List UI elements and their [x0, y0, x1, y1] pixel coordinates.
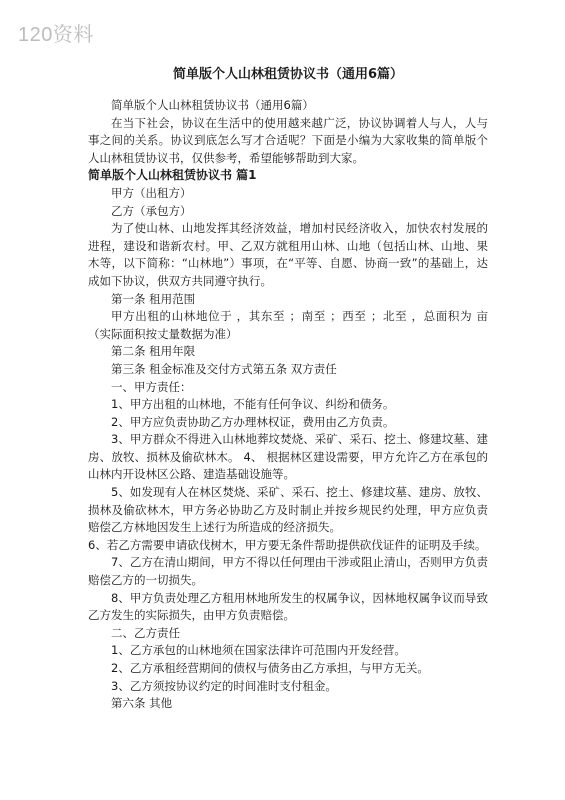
document-title: 简单版个人山林租赁协议书（通用6篇） — [172, 67, 404, 82]
paragraph: 8、甲方负责处理乙方租用林地所发生的权属争议，因林地权属争议而导致乙方发生的实际损失，由甲方负责赔偿。 — [88, 590, 488, 623]
paragraph: 3、甲方群众不得进入山林地葬坟焚烧、采矿、采石、挖土、修建坟墓、建房、放牧、损林及偷砍林木。 4、 根据林区建设需要，甲方允许乙方在承包的山林内开设林区公路、建造基础设施等。 — [88, 432, 488, 482]
paragraph: 甲方出租的山林地位于 ，其东至 ；南至 ；西至 ；北至 ，总面积为 亩（实际面积按丈量数据为准） — [88, 309, 488, 341]
paragraph: 7、乙方在清山期间，甲方不得以任何理由干涉或阻止清山，否则甲方负责赔偿乙方的一切损失。 — [88, 555, 488, 588]
paragraph: 第三条 租金标准及交付方式第五条 双方责任 — [111, 361, 337, 376]
document-page — [88, 66, 488, 713]
paragraph: 一、甲方责任： — [111, 379, 192, 394]
paragraph: 在当下社会，协议在生活中的使用越来越广泛，协议协调着人与人，人与事之间的关系。协议到底怎么写才合适呢？下面是小编为大家收集的简单版个人山林租赁协议书，仅供参考，希望能够帮助到大家。 — [88, 115, 488, 165]
document-body — [88, 97, 488, 713]
paragraph: 二、乙方责任 — [111, 625, 180, 640]
paragraph: 1、甲方出租的山林地，不能有任何争议、纠纷和债务。 — [111, 397, 395, 412]
paragraph: 第一条 租用范围 — [111, 291, 196, 306]
paragraph: 1、乙方承包的山林地须在国家法律许可范围内开发经营。 — [111, 643, 406, 658]
paragraph: 第六条 其他 — [111, 696, 173, 711]
paragraph: 6、若乙方需要申请砍伐树木，甲方要无条件帮助提供砍伐证件的证明及手续。 — [88, 537, 487, 552]
paragraph: 2、甲方应负责协助乙方办理林权证，费用由乙方负责。 — [111, 414, 395, 429]
watermark-logo: 120资料 — [18, 24, 94, 46]
paragraph: 2、乙方承租经营期间的债权与债务由乙方承担，与甲方无关。 — [111, 661, 429, 675]
paragraph: 5、如发现有人在林区焚烧、采矿、采石、挖土、修建坟墓、建房、放牧、损林及偷砍林木，甲方务必协助乙方及时制止并按乡规民约处理，甲方应负责赔偿乙方林地因发生上述行为所造成的经济损失。 — [88, 485, 488, 535]
paragraph: 为了使山林、山地发挥其经济效益，增加村民经济收入，加快农村发展的进程，建设和谐新农村。甲、乙双方就租用山林、山地（包括山林、山地、果木等，以下简称：“山林地”）事项，在“平等、自愿、协商一致”的基础上，达成如下协议，供双方共同遵守执行。 — [88, 221, 488, 288]
paragraph: 第二条 租用年限 — [111, 344, 196, 359]
paragraph: 甲方（出租方） — [111, 185, 192, 200]
paragraph: 简单版个人山林租赁协议书（通用6篇） — [111, 98, 314, 112]
paragraph: 3、乙方须按协议约定的时间准时支付租金。 — [111, 678, 337, 693]
section-heading: 简单版个人山林租赁协议书 篇1 — [88, 168, 257, 183]
paragraph: 乙方（承包方） — [111, 203, 192, 218]
